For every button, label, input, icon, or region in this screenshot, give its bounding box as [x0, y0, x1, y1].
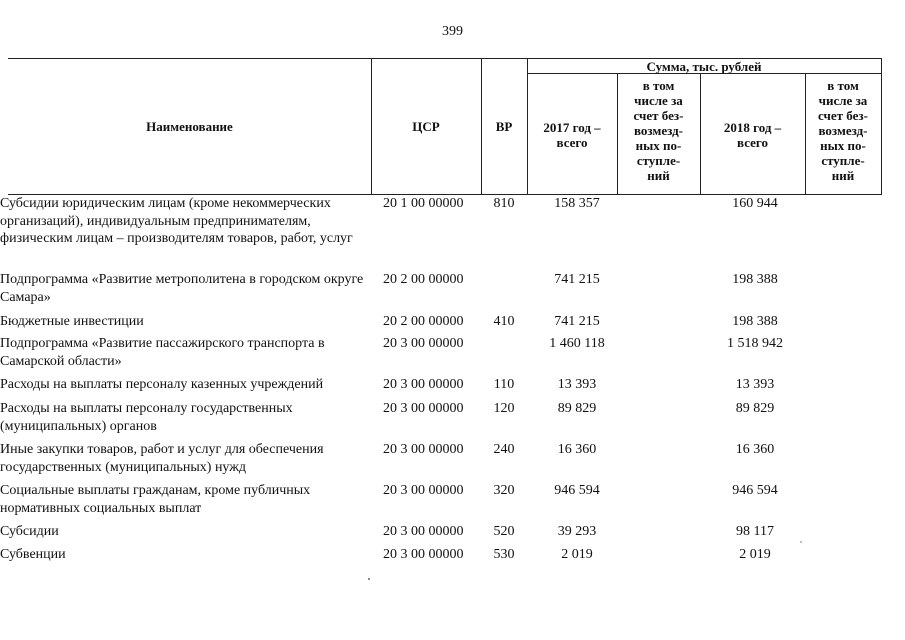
- row-csr: 20 3 00 00000: [383, 547, 464, 562]
- row-name: Субсидии: [0, 524, 59, 539]
- row-csr: 20 3 00 00000: [383, 401, 464, 416]
- header-csr: ЦСР: [412, 119, 440, 134]
- row-name: Субсидии юридическим лицам (кроме некоммерческих организаций), индивидуальным предпринимателям, физическим лицам – производителям товаров, работ, услуг: [0, 196, 353, 246]
- row-csr: 20 1 00 00000: [383, 196, 464, 211]
- row-2018: 946 594: [732, 483, 778, 498]
- header-sum: Сумма, тыс. рублей: [646, 59, 762, 74]
- row-name: Субвенции: [0, 547, 66, 562]
- row-vr: 120: [493, 401, 515, 416]
- row-2017: 158 357: [554, 196, 600, 211]
- row-csr: 20 3 00 00000: [383, 483, 464, 498]
- row-2018: 13 393: [735, 377, 775, 392]
- row-csr: 20 3 00 00000: [383, 524, 464, 539]
- row-name: Расходы на выплаты персоналу государственных (муниципальных) органов: [0, 401, 293, 434]
- header-2018-gratuitous: в том числе за счет без- возмезд- ных по- ступле- ний: [818, 78, 868, 183]
- row-name: Расходы на выплаты персоналу казенных учреждений: [0, 377, 324, 392]
- row-2018: 198 388: [732, 314, 778, 329]
- row-2018: 16 360: [735, 442, 775, 457]
- header-2018-total: 2018 год – всего: [723, 120, 782, 150]
- page-number: 399: [442, 24, 463, 39]
- row-2018: 160 944: [732, 196, 778, 211]
- row-vr: 240: [493, 442, 515, 457]
- row-2017: 16 360: [557, 442, 597, 457]
- row-name: Подпрограмма «Развитие пассажирского транспорта в Самарской области»: [0, 336, 325, 369]
- row-2018: 2 019: [739, 547, 771, 562]
- row-vr: 110: [493, 377, 515, 392]
- row-2017: 39 293: [557, 524, 597, 539]
- row-csr: 20 3 00 00000: [383, 377, 464, 392]
- row-name: Бюджетные инвестиции: [0, 314, 144, 329]
- row-2018: 198 388: [732, 272, 778, 287]
- row-2018: 89 829: [735, 401, 775, 416]
- row-csr: 20 3 00 00000: [383, 336, 464, 351]
- row-vr: 530: [493, 547, 515, 562]
- row-vr: 320: [493, 483, 515, 498]
- row-name: Подпрограмма «Развитие метрополитена в городском округе Самара»: [0, 272, 364, 305]
- table-right-border: [881, 58, 882, 194]
- row-vr: 810: [493, 196, 515, 211]
- row-csr: 20 3 00 00000: [383, 442, 464, 457]
- row-2018: 98 117: [736, 524, 774, 539]
- scan-speck: [800, 541, 802, 543]
- scan-speck: [368, 578, 370, 580]
- row-2017: 89 829: [557, 401, 597, 416]
- row-2018: 1 518 942: [727, 336, 783, 351]
- row-name: Социальные выплаты гражданам, кроме публичных нормативных социальных выплат: [0, 483, 311, 516]
- row-name: Иные закупки товаров, работ и услуг для обеспечения государственных (муниципальных) нужд: [0, 442, 324, 475]
- row-csr: 20 2 00 00000: [383, 314, 464, 329]
- header-name: Наименование: [146, 119, 233, 134]
- row-vr: 520: [493, 524, 515, 539]
- row-2017: 946 594: [554, 483, 600, 498]
- row-2017: 741 215: [554, 314, 600, 329]
- row-2017: 2 019: [561, 547, 593, 562]
- header-vr: ВР: [495, 119, 513, 134]
- row-csr: 20 2 00 00000: [383, 272, 464, 287]
- row-vr: 410: [493, 314, 515, 329]
- row-2017: 1 460 118: [549, 336, 605, 351]
- header-2017-total: 2017 год – всего: [543, 120, 601, 150]
- row-2017: 741 215: [554, 272, 600, 287]
- row-2017: 13 393: [557, 377, 597, 392]
- header-2017-gratuitous: в том числе за счет без- возмезд- ных по- ступле- ний: [633, 78, 684, 183]
